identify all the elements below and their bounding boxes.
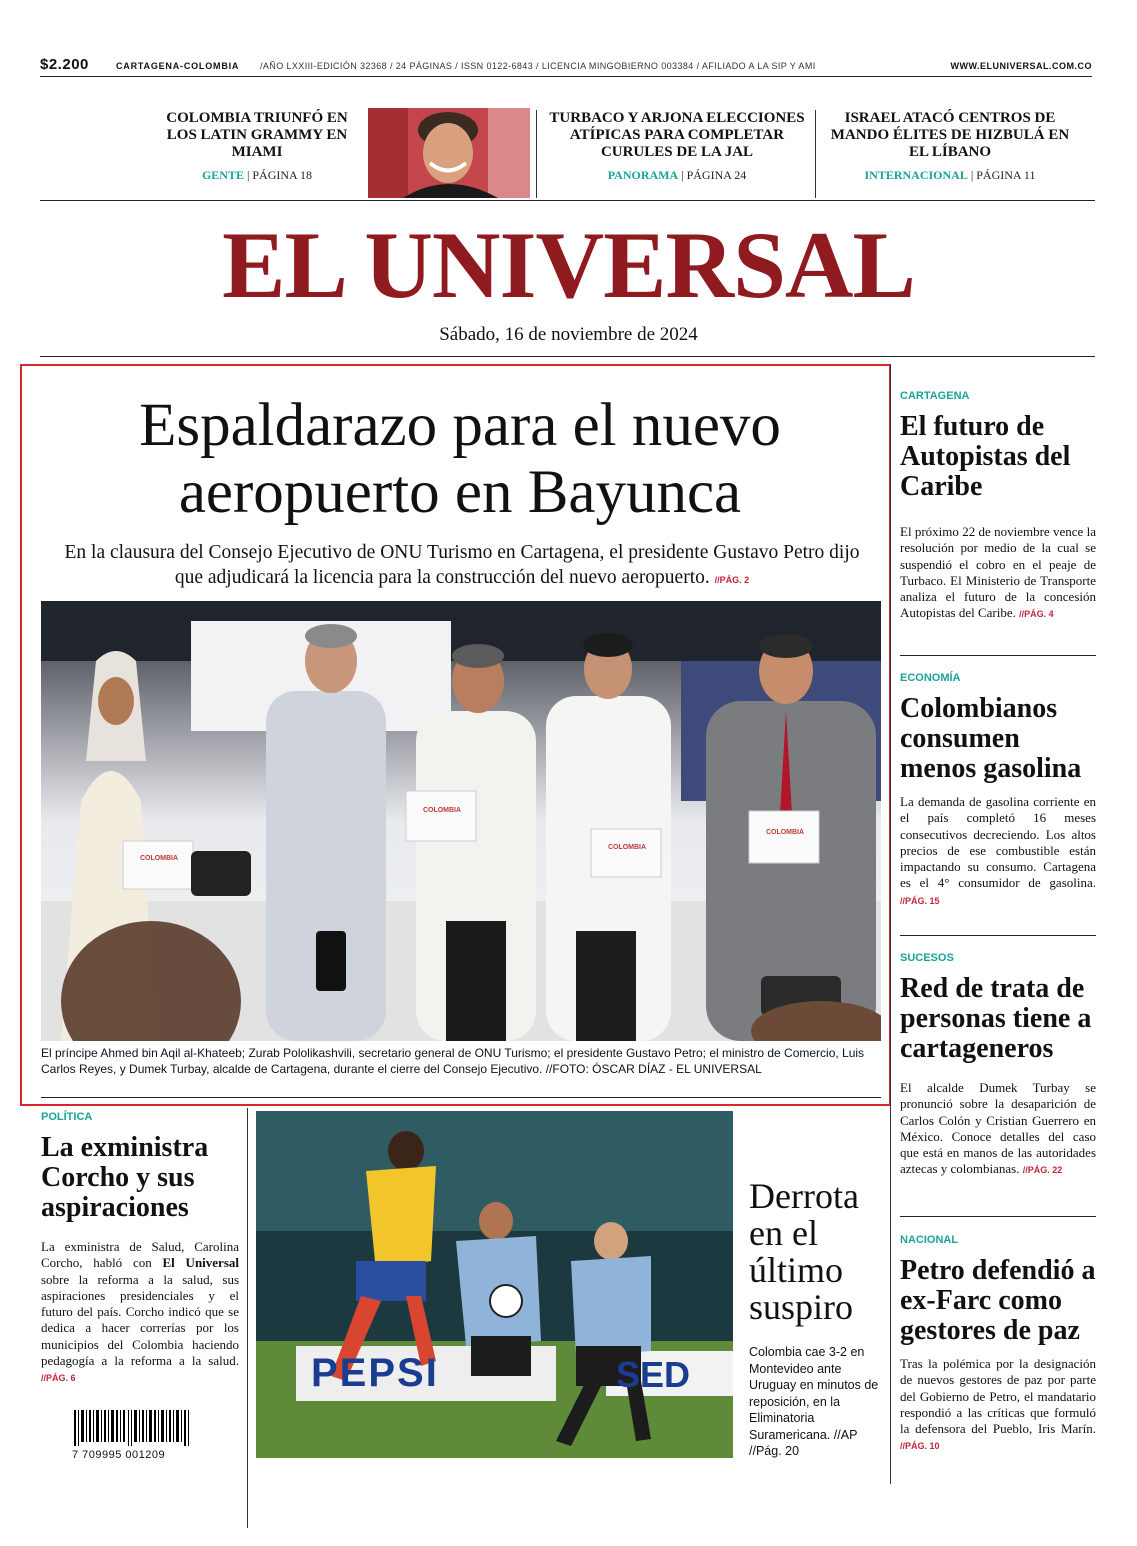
story-text: La demanda de gasolina corriente en el país completó 16 meses consecutivos decreciendo. Los altos precios de ese combustible están impactando su consumo. Cartagena es el 4° consumidor de gasolina. (900, 794, 1096, 891)
story-text-post: sobre la reforma a la salud, sus aspiraciones presidenciales y el futuro del país. Corcho indicó que se dedica a hacer correrías por los municipios del Colombia haciendo pedagogía a la reforma a la salud. (41, 1271, 239, 1369)
story-headline: La exministra Corcho y sus aspiraciones (41, 1132, 209, 1223)
caption-text: El príncipe Ahmed bin Aqil al-Khateeb; Zurab Pololikashvili, secretario general de ONU Turismo; el presidente Gustavo Petro; el ministro de Comercio, Luis Carlos Reyes, y Dumek Turbay, alcalde de Cartagena, durante el cierre del Consejo Ejecutivo. (41, 1046, 865, 1076)
sports-headline: Derrota en el último suspiro (749, 1176, 859, 1327)
story-body (900, 1356, 1096, 1455)
stadium-banner-right: SED (616, 1354, 691, 1395)
story-headline: El futuro de Autopistas del Caribe (900, 411, 1071, 502)
main-headline-line-2: aeropuerto en Bayunca (178, 459, 742, 526)
divider (536, 110, 537, 198)
teaser-page: | PÁGINA 18 (243, 168, 313, 182)
story-text: El próximo 22 de noviembre vence la resolución por medio de la cual se suspendió el cobro en el peaje de Turbaco. El Ministerio de Transporte analiza el futuro de la concesión Autopistas del Caribe. (900, 524, 1096, 621)
rule (900, 1216, 1096, 1217)
ceremony-photo-illustration (41, 601, 881, 1041)
teaser-ref (830, 167, 1070, 184)
website-link[interactable]: WWW.ELUNIVERSAL.COM.CO (950, 61, 1092, 71)
story-headline: Red de trata de personas tiene a cartageneros (900, 973, 1092, 1064)
edition-info-bar (40, 58, 1092, 77)
story-page: //PÁG. 4 (1019, 609, 1054, 620)
teaser-section: GENTE (201, 168, 244, 182)
story-page: //PÁG. 10 (900, 1441, 940, 1452)
story-text: Tras la polémica por la designación de nuevos gestores de paz por parte del Gobierno de Petro, el mandatario respondió a las críticas que formuló la defensora del Pueblo, Iris Marín. (900, 1356, 1096, 1437)
edition-meta: /AÑO LXXIII-EDICIÓN 32368 / 24 PÁGINAS / ISSN 0122-6843 / LICENCIA MINGOBIERNO 003384 / AFILIADO A LA SIP Y AMI (260, 61, 816, 71)
story-headline: Petro defendió a ex-Farc como gestores de paz (900, 1255, 1096, 1346)
divider (815, 110, 816, 198)
issue-date: Sábado, 16 de noviembre de 2024 (439, 324, 698, 345)
story-text-bold: El Universal (162, 1255, 239, 1271)
teaser-title: COLOMBIA TRIUNFÓ EN LOS LATIN GRAMMY EN MIAMI (166, 110, 348, 160)
teaser-ref (158, 167, 356, 184)
main-deck-page: //PÁG. 2 (714, 575, 750, 585)
stadium-banner-left: PEPSI (311, 1351, 439, 1395)
rule (900, 935, 1096, 936)
teaser-grammy[interactable] (158, 110, 356, 184)
edition-city: CARTAGENA-COLOMBIA (116, 61, 240, 71)
teaser-title: ISRAEL ATACÓ CENTROS DE MANDO ÉLITES DE HIZBULÁ EN EL LÍBANO (830, 110, 1070, 160)
rule (40, 356, 1095, 357)
barcode-number: 7 709995 001209 (72, 1449, 166, 1461)
teaser-page: | PÁGINA 24 (678, 168, 747, 182)
section-label: ECONOMÍA (900, 672, 961, 684)
sports-story[interactable] (749, 1178, 889, 1460)
rule (900, 655, 1096, 656)
sports-text: Colombia cae 3-2 en Montevideo ante Uruguay en minutos de reposición, en la Eliminatoria Suramericana. (749, 1345, 879, 1442)
booklet-label: COLOMBIA (139, 855, 179, 862)
divider (247, 1108, 248, 1528)
story-body (900, 1080, 1096, 1179)
booklet-label: COLOMBIA (422, 807, 462, 814)
main-headline-line-1: Espaldarazo para el nuevo (139, 392, 781, 459)
sports-credit: //AP (833, 1427, 858, 1442)
section-label: CARTAGENA (900, 390, 970, 402)
teaser-ref (545, 167, 809, 184)
cover-price: $2.200 (40, 56, 89, 73)
sports-body (749, 1344, 889, 1460)
booklet-label: COLOMBIA (765, 829, 805, 836)
main-headline[interactable] (50, 392, 870, 526)
politica-story[interactable] (41, 1111, 239, 1387)
story-headline: Colombianos consumen menos gasolina (900, 693, 1082, 784)
section-label: NACIONAL (900, 1234, 959, 1246)
main-deck (62, 540, 862, 593)
main-photo-caption (41, 1045, 881, 1077)
sidebar-story-cartagena[interactable] (900, 390, 1096, 623)
masthead-logo: EL UNIVERSAL (222, 212, 915, 318)
teaser-israel[interactable] (830, 110, 1070, 184)
sidebar-story-sucesos[interactable] (900, 952, 1096, 1179)
rule (41, 1097, 881, 1098)
barcode (72, 1410, 192, 1460)
story-body (41, 1239, 239, 1387)
story-text-pre: La exministra de Salud, Carolina Corcho, habló con (41, 1239, 239, 1271)
teaser-jal[interactable] (545, 110, 809, 184)
grammy-photo (368, 108, 530, 198)
sports-page: //Pág. 20 (749, 1444, 800, 1458)
sidebar-story-nacional[interactable] (900, 1234, 1096, 1455)
teaser-section: PANORAMA (607, 168, 679, 182)
story-body (900, 794, 1096, 909)
barcode-bars (72, 1410, 192, 1446)
story-page: //PÁG. 6 (41, 1373, 76, 1384)
photo-credit: //FOTO: ÓSCAR DÍAZ - EL UNIVERSAL (545, 1062, 762, 1076)
main-photo (41, 601, 881, 1041)
section-label: SUCESOS (900, 952, 954, 964)
football-match-illustration (256, 1111, 733, 1458)
story-body (900, 524, 1096, 623)
singer-portrait-illustration (368, 108, 530, 198)
teaser-section: INTERNACIONAL (864, 168, 968, 182)
section-label: POLÍTICA (41, 1111, 93, 1123)
teaser-title: TURBACO Y ARJONA ELECCIONES ATÍPICAS PARA COMPLETAR CURULES DE LA JAL (549, 110, 805, 160)
rule (40, 200, 1095, 201)
story-page: //PÁG. 15 (900, 895, 940, 906)
booklet-label: COLOMBIA (607, 844, 647, 851)
story-text: El alcalde Dumek Turbay se pronunció sobre la desaparición de Carlos Colón y Cristian Guerrero en México. Conoce detalles del caso que está en manos de las autoridades aztecas y colombianas. (900, 1080, 1096, 1177)
sidebar-story-economia[interactable] (900, 672, 1096, 909)
sports-photo (256, 1111, 733, 1458)
divider (890, 364, 891, 1484)
main-deck-text: En la clausura del Consejo Ejecutivo de ONU Turismo en Cartagena, el presidente Gustavo Petro dijo que adjudicará la licencia para la construcción del nuevo aeropuerto. (64, 542, 860, 588)
teaser-page: | PÁGINA 11 (967, 168, 1036, 182)
story-page: //PÁG. 22 (1022, 1165, 1063, 1176)
